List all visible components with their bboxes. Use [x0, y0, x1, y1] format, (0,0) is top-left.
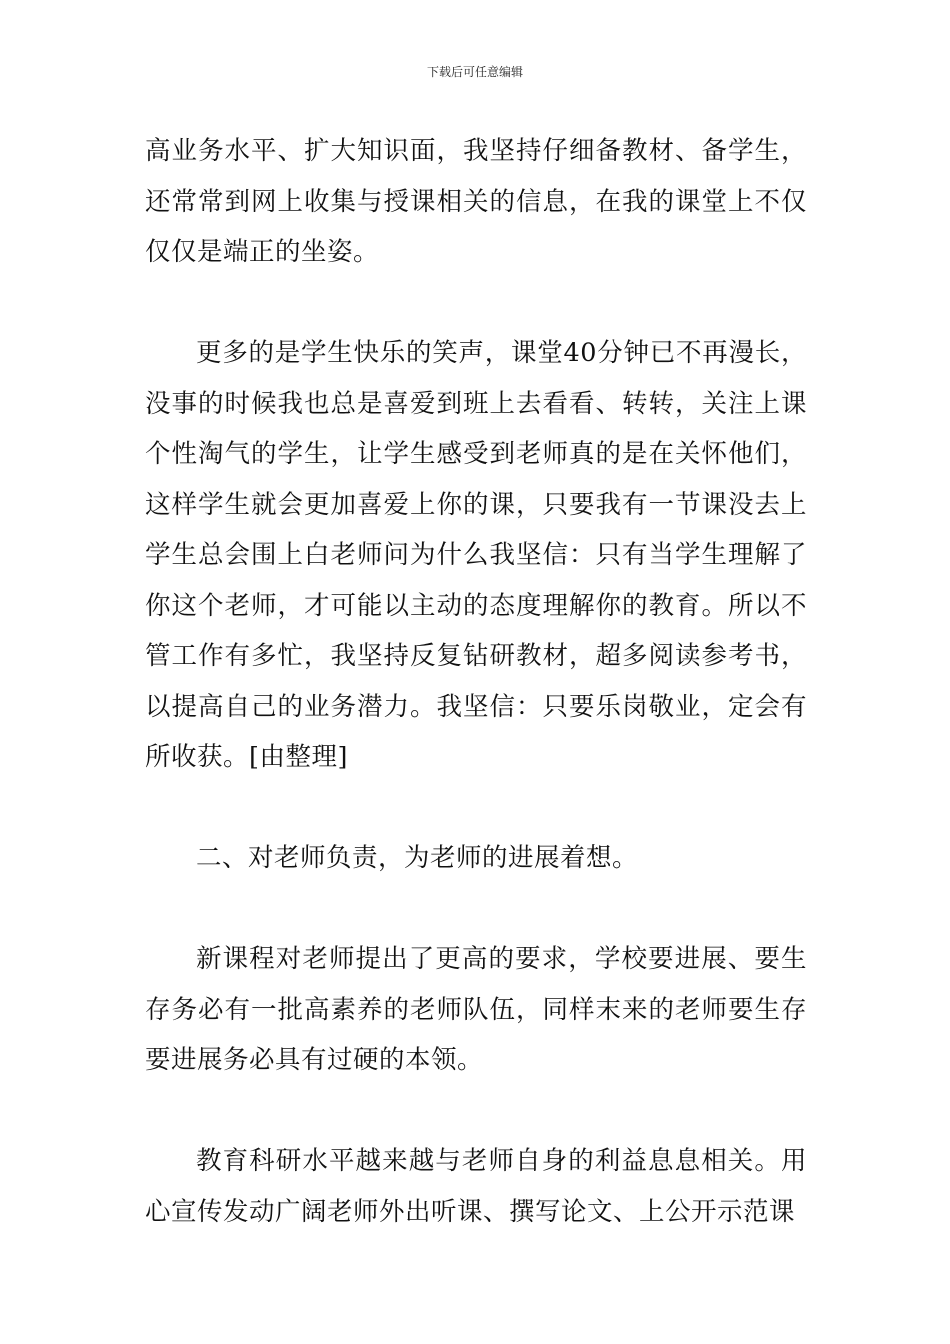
paragraph-spacer — [145, 884, 807, 935]
page-header-note: 下载后可任意编辑 — [426, 65, 523, 79]
paragraph-research: 教育科研水平越来越与老师自身的利益息息相关。用心宣传发动广阔老师外出听课、撰写论文、上公开示范课 — [145, 1146, 807, 1227]
paragraph-new-curriculum: 新课程对老师提出了更高的要求，学校要进展、要生存务必有一批高素养的老师队伍，同样末来的老师要生存要进展务必具有过硬的本领。 — [145, 944, 807, 1075]
section-heading-two: 二、对老师负责，为老师的进展着想。 — [196, 843, 639, 873]
paragraph-spacer — [145, 783, 807, 834]
paragraph-spacer — [145, 1086, 807, 1137]
document-body — [145, 126, 807, 1237]
paragraph-continuation: 高业务水平、扩大知识面，我坚持仔细备教材、备学生，还常常到网上收集与授课相关的信息，在我的课堂上不仅仅仅是端正的坐姿。 — [145, 136, 807, 267]
paragraph-spacer — [145, 278, 807, 329]
paragraph-classroom: 更多的是学生快乐的笑声，课堂40分钟已不再漫长，没事的时候我也总是喜爱到班上去看看、转转，关注上课个性淘气的学生，让学生感受到老师真的是在关怀他们，这样学生就会更加喜爱上你的课，只要我有一节课没去上学生总会围上白老师问为什么我坚信：只有当学生理解了你这个老师，才可能以主动的态度理解你的教育。所以不管工作有多忙，我坚持反复钻研教材，超多阅读参考书，以提高自己的业务潜力。我坚信：只要乐岗敬业，定会有所收获。[由整理] — [145, 338, 807, 772]
